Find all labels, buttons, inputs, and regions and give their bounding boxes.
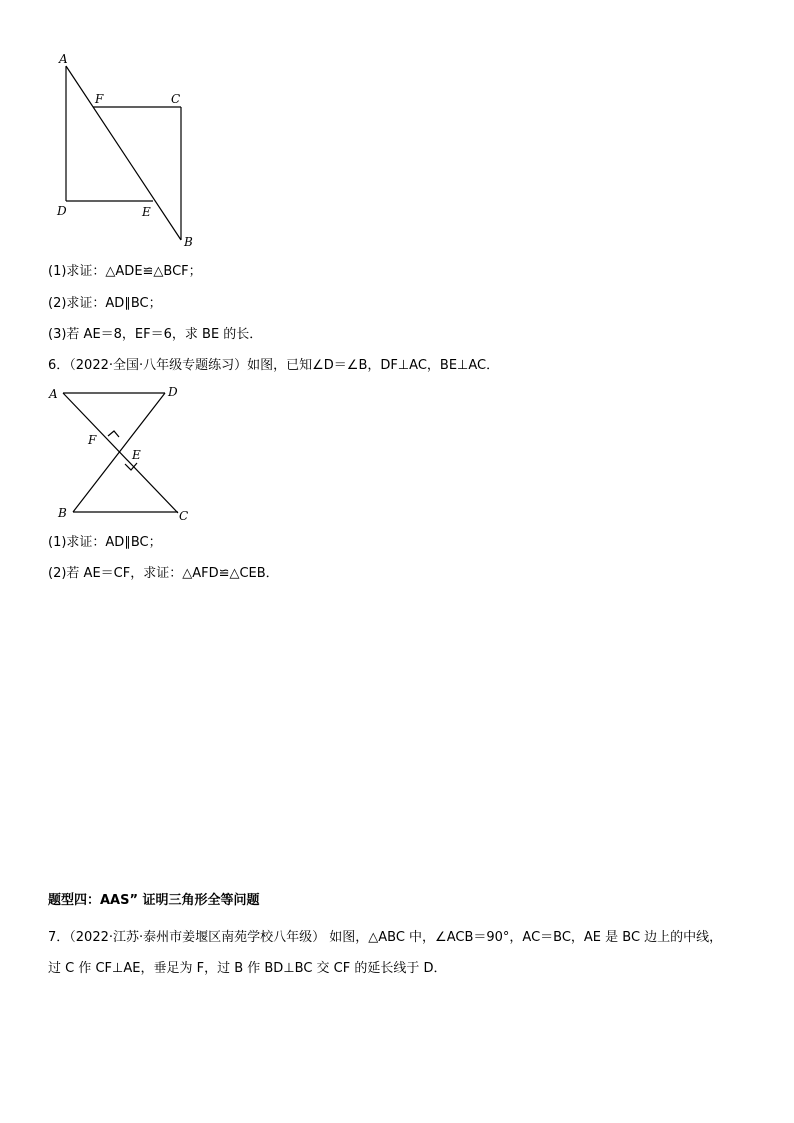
label-b: B: [184, 235, 193, 249]
label-b2: B: [58, 506, 67, 520]
segment-ac: [63, 393, 178, 513]
q7-line2: 过 C 作 CF⊥AE，垂足为 F，过 B 作 BD⊥BC 交 CF 的延长线于 D．: [48, 961, 447, 976]
q5-part3: (3)若 AE＝8，EF＝6，求 BE 的长．: [48, 327, 263, 342]
label-f2: F: [88, 433, 97, 447]
label-c2: C: [179, 509, 189, 523]
label-f: F: [95, 92, 104, 106]
label-c: C: [171, 92, 181, 106]
label-a: A: [59, 52, 68, 66]
label-a2: A: [49, 387, 58, 401]
segment-dfb: [73, 393, 165, 512]
q7-line1: 7．（2022·江苏·泰州市姜堰区南苑学校八年级） 如图，△ABC 中，∠ACB＝90°，AC＝BC，AE 是 BC 边上的中线，: [48, 930, 723, 945]
label-d2: D: [168, 385, 178, 399]
figure-2-diagram: [63, 393, 178, 513]
q5-part1: (1)求证：△ADE≌△BCF；: [48, 264, 202, 279]
q5-part2: (2)求证：AD∥BC；: [48, 296, 162, 311]
right-angle-mark-f: [108, 431, 119, 437]
q6-stem: 6．（2022·全国·八年级专题练习）如图，已知∠D＝∠B，DF⊥AC，BE⊥AC．: [48, 358, 500, 373]
label-e: E: [142, 205, 151, 219]
q6-part1: (1)求证：AD∥BC；: [48, 535, 162, 550]
label-e2: E: [132, 448, 141, 462]
section-heading: 题型四：AAS” 证明三角形全等问题: [48, 893, 260, 908]
segment-ab: [66, 66, 181, 240]
label-d: D: [57, 204, 67, 218]
q6-part2: (2)若 AE＝CF，求证：△AFD≌△CEB．: [48, 566, 279, 581]
